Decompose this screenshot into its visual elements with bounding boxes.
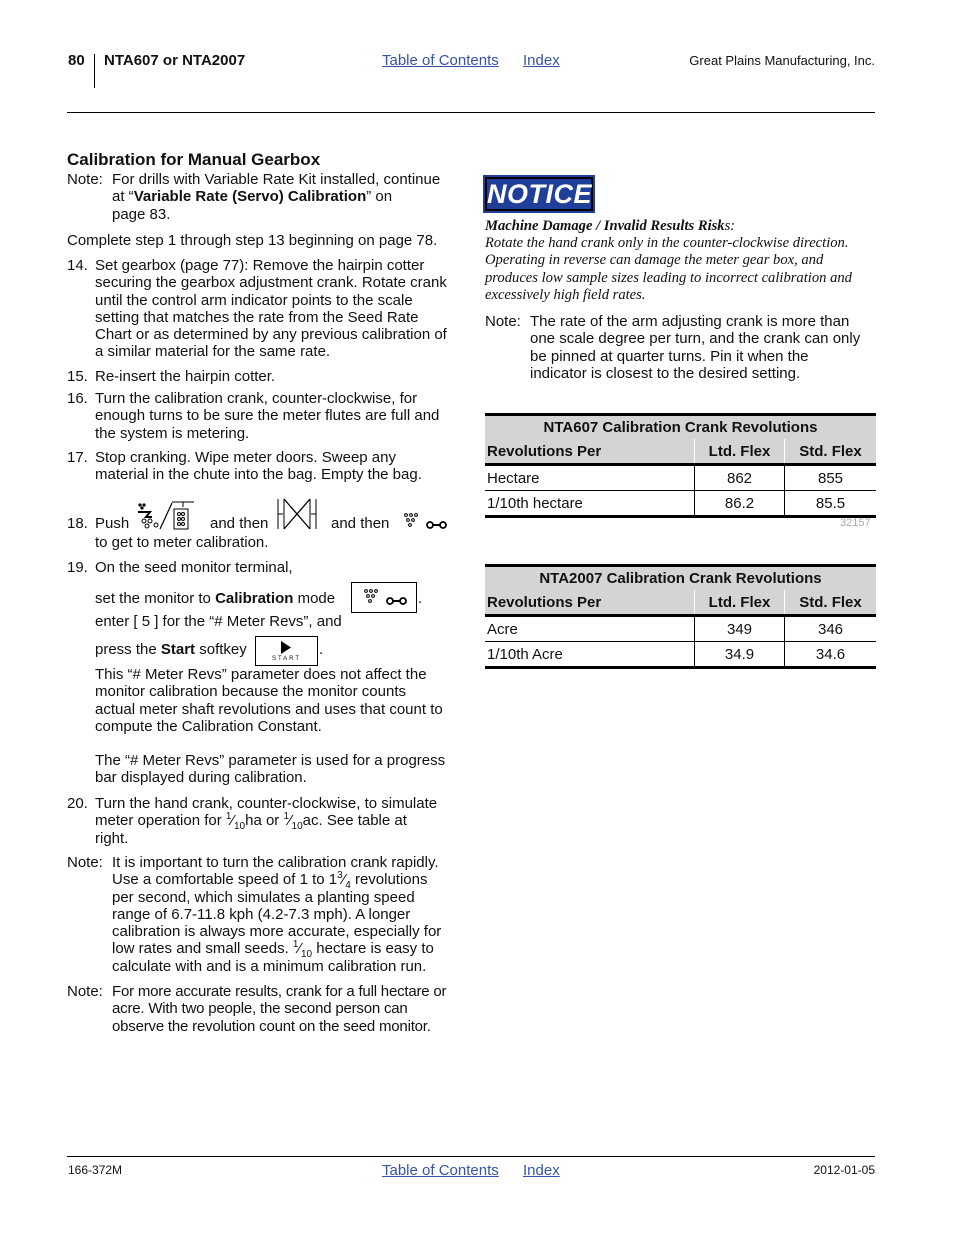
note-line: calculate with and is a minimum calibration run. xyxy=(112,957,427,975)
text: Use a comfortable speed of 1 to 1 xyxy=(112,871,338,889)
text: set the monitor to xyxy=(95,590,216,607)
doc-date: 2012-01-05 xyxy=(813,1163,875,1177)
step-17 xyxy=(95,449,460,484)
footer-rule xyxy=(67,1156,875,1157)
notice-heading: Machine Damage / Invalid Results Risk xyxy=(485,218,725,234)
note-bold: Variable Rate (Servo) Calibration xyxy=(133,188,367,206)
table-cell: 862 xyxy=(695,465,785,491)
step-20: Turn the hand crank, counter-clockwise, to simulate meter operation for $^1⁄_{10}ha$ or $^1⁄_{10}ac$. See table at right. xyxy=(95,795,460,847)
note-line: acre. With two people, the second person can xyxy=(112,1000,408,1018)
fraction-numerator: 3 xyxy=(337,870,343,882)
text: ac. See table at xyxy=(302,812,407,830)
para-line: This “# Meter Revs” parameter does not affect the xyxy=(95,666,427,683)
notice-line: produces low sample sizes leading to incorrect calibration and xyxy=(485,269,852,286)
note-variable-rate xyxy=(112,171,462,223)
step-line: material in the chute into the bag. Empty the bag. xyxy=(95,466,422,484)
header-rule xyxy=(67,112,875,113)
page-number: 80 xyxy=(68,52,85,69)
calibration-mode-key xyxy=(351,582,417,613)
fraction-denominator: 10 xyxy=(233,821,246,833)
table-cell: 85.5 xyxy=(785,491,877,517)
calibration-wrench-icon xyxy=(352,583,416,612)
step-number: 15. xyxy=(67,368,88,385)
notice-badge: NOTICE xyxy=(487,179,593,209)
company-name: Great Plains Manufacturing, Inc. xyxy=(689,53,875,68)
calibration-mode-text xyxy=(95,590,335,607)
note-label: Note: xyxy=(67,854,103,871)
note-label: Note: xyxy=(67,983,103,1000)
toc-link-bottom[interactable]: Table of Contents xyxy=(382,1162,499,1179)
step-number: 20. xyxy=(67,795,88,812)
nta607-revolutions-table xyxy=(485,413,876,518)
section-title: Calibration for Manual Gearbox xyxy=(67,150,321,169)
meter-revs-para xyxy=(95,666,460,735)
step-line: Stop cranking. Wipe meter doors. Sweep any xyxy=(95,449,396,466)
index-link-top[interactable]: Index xyxy=(523,52,560,69)
note-line: calibration is always more accurate, especially for xyxy=(112,923,442,941)
table-row xyxy=(485,616,876,642)
table-cell: 855 xyxy=(785,465,877,491)
notice-text xyxy=(485,218,885,304)
step-16 xyxy=(95,390,460,442)
text: meter operation for xyxy=(95,812,226,830)
step-line: setting that matches the rate from the Seed Rate xyxy=(95,308,419,326)
step-line: enough turns to be sure the meter flutes are full and xyxy=(95,407,440,425)
table-cell: 34.9 xyxy=(695,642,785,668)
table-row xyxy=(485,465,876,491)
fraction-numerator: 1 xyxy=(283,811,290,823)
document-title: NTA607 or NTA2007 xyxy=(104,52,246,69)
nta2007-revolutions-table xyxy=(485,564,876,669)
step-line: securing the gearbox adjustment crank. Rotate crank xyxy=(95,274,447,292)
text: softkey xyxy=(195,641,247,658)
step-18-line2: to get to meter calibration. xyxy=(95,534,269,551)
step-18-push: Push xyxy=(95,515,130,532)
step-line: Turn the calibration crank, counter-clockwise, for xyxy=(95,390,418,407)
note-line: The rate of the arm adjusting crank is more than xyxy=(530,313,850,330)
fraction-numerator: 1 xyxy=(225,811,232,823)
note-line: one scale degree per turn, and the crank can only xyxy=(530,330,861,348)
fraction-denominator: 10 xyxy=(291,821,303,833)
table-title: NTA2007 Calibration Crank Revolutions xyxy=(485,566,876,591)
table-cell: 1/10th hectare xyxy=(485,491,695,517)
table-cell: 346 xyxy=(785,616,877,642)
step-line: a similar material for the same rate. xyxy=(95,343,331,361)
text: low rates and small seeds. xyxy=(112,940,293,958)
step-19: On the seed monitor terminal, xyxy=(95,559,293,576)
period: . xyxy=(319,641,324,658)
para-line: actual meter shaft revolutions and uses that count to xyxy=(95,700,443,718)
progress-bar-para xyxy=(95,752,460,787)
note-line: range of 6.7-11.8 kph (4.2-7.3 mph). A longer xyxy=(112,905,411,923)
press-start-text xyxy=(95,641,247,658)
step-15: Re-insert the hairpin cotter. xyxy=(95,368,276,385)
note-text: ” on xyxy=(366,188,393,206)
table-header: Ltd. Flex xyxy=(695,439,785,465)
step-line: right. xyxy=(95,829,129,847)
text: mode xyxy=(293,590,336,607)
note-text: at “ xyxy=(112,188,134,206)
and-then-text: and then xyxy=(331,515,390,532)
text: hectare is easy to xyxy=(312,940,434,958)
table-cell: 86.2 xyxy=(695,491,785,517)
step-number: 14. xyxy=(67,257,88,274)
enter-text: enter [ 5 ] for the “# Meter Revs”, and xyxy=(95,613,342,630)
calibration-wrench-icon xyxy=(403,512,447,532)
note-accuracy xyxy=(112,983,467,1035)
step-line: the system is metering. xyxy=(95,424,250,442)
table-header: Revolutions Per xyxy=(485,590,695,616)
note-label: Note: xyxy=(485,313,521,330)
step-line: until the control arm indicator points to the scale xyxy=(95,291,413,309)
note-line: It is important to turn the calibration crank rapidly. xyxy=(112,854,439,871)
text: ha or xyxy=(245,812,284,830)
table-row xyxy=(485,642,876,668)
intro-text: Complete step 1 through step 13 beginning on page 78. xyxy=(67,232,438,249)
fraction-denominator: 4 xyxy=(345,880,351,892)
table-header: Std. Flex xyxy=(785,439,877,465)
meter-valve-icon xyxy=(276,497,318,531)
step-line: Turn the hand crank, counter-clockwise, to simulate xyxy=(95,795,438,812)
figure-number: 32157 xyxy=(840,517,871,529)
bold-text: Start xyxy=(160,641,196,658)
step-number: 19. xyxy=(67,559,88,576)
text: revolutions xyxy=(350,871,428,889)
step-number: 17. xyxy=(67,449,88,466)
table-cell: 1/10th Acre xyxy=(485,642,695,668)
step-number: 16. xyxy=(67,390,88,407)
notice-line: Operating in reverse can damage the meter gear box, and xyxy=(485,252,824,269)
bold-text: Calibration xyxy=(215,590,294,607)
table-header: Std. Flex xyxy=(785,590,877,616)
start-key-label: START xyxy=(271,656,302,662)
step-14 xyxy=(95,257,460,361)
para-line: compute the Calibration Constant. xyxy=(95,717,322,735)
table-cell: Hectare xyxy=(485,465,695,491)
table-cell: 34.6 xyxy=(785,642,877,668)
note-line: page 83. xyxy=(112,205,171,223)
table-header: Revolutions Per xyxy=(485,439,695,465)
para-line: bar displayed during calibration. xyxy=(95,769,307,787)
start-softkey xyxy=(255,636,318,666)
para-line: The “# Meter Revs” parameter is used for a progress xyxy=(95,752,446,769)
doc-number: 166-372M xyxy=(68,1163,123,1177)
table-header: Ltd. Flex xyxy=(695,590,785,616)
fraction-numerator: 1 xyxy=(292,939,299,951)
step-number: 18. xyxy=(67,515,88,532)
note-line: observe the revolution count on the seed monitor. xyxy=(112,1017,431,1035)
fraction-denominator: 10 xyxy=(301,949,313,961)
seed-monitor-icon xyxy=(134,497,196,531)
table-cell: 349 xyxy=(695,616,785,642)
step-line: Chart or as determined by any previous calibration of xyxy=(95,326,447,344)
index-link-bottom[interactable]: Index xyxy=(523,1162,560,1179)
text: press the xyxy=(95,641,161,658)
notice-line: excessively high field rates. xyxy=(485,286,646,303)
table-title: NTA607 Calibration Crank Revolutions xyxy=(485,415,876,440)
and-then-text: and then xyxy=(210,515,269,532)
note-line: For drills with Variable Rate Kit installed, continue xyxy=(112,171,441,188)
period: . xyxy=(418,590,423,607)
para-line: monitor calibration because the monitor counts xyxy=(95,683,407,701)
table-row xyxy=(485,491,876,517)
notice-line: Rotate the hand crank only in the counter-clockwise direction. xyxy=(485,235,849,252)
notice-heading-tail: s: xyxy=(724,218,736,234)
note-crank-speed: It is important to turn the calibration crank rapidly. Use a comfortable speed of 1 to $1^3⁄_4$ revolutions per second, which simulates a planting speed range of 6.7-11.8 kph (4.2-7.3 mph). A longer calibration is always more accurate, especially for low rates and small seeds. $^1⁄_{10}$ hectare is easy to calculate with and is a minimum calibration run. xyxy=(112,854,462,975)
note-arm-crank xyxy=(530,313,880,382)
header-divider xyxy=(94,54,95,88)
note-label: Note: xyxy=(67,171,103,188)
note-line: per second, which simulates a planting speed xyxy=(112,888,415,906)
note-line: For more accurate results, crank for a full hectare or xyxy=(112,983,447,1000)
toc-link-top[interactable]: Table of Contents xyxy=(382,52,499,69)
step-line: Set gearbox (page 77): Remove the hairpin cotter xyxy=(95,257,425,274)
table-cell: Acre xyxy=(485,616,695,642)
note-line: be pinned at quarter turns. Pin it when the xyxy=(530,347,809,365)
note-line: indicator is closest to the desired setting. xyxy=(530,364,801,382)
